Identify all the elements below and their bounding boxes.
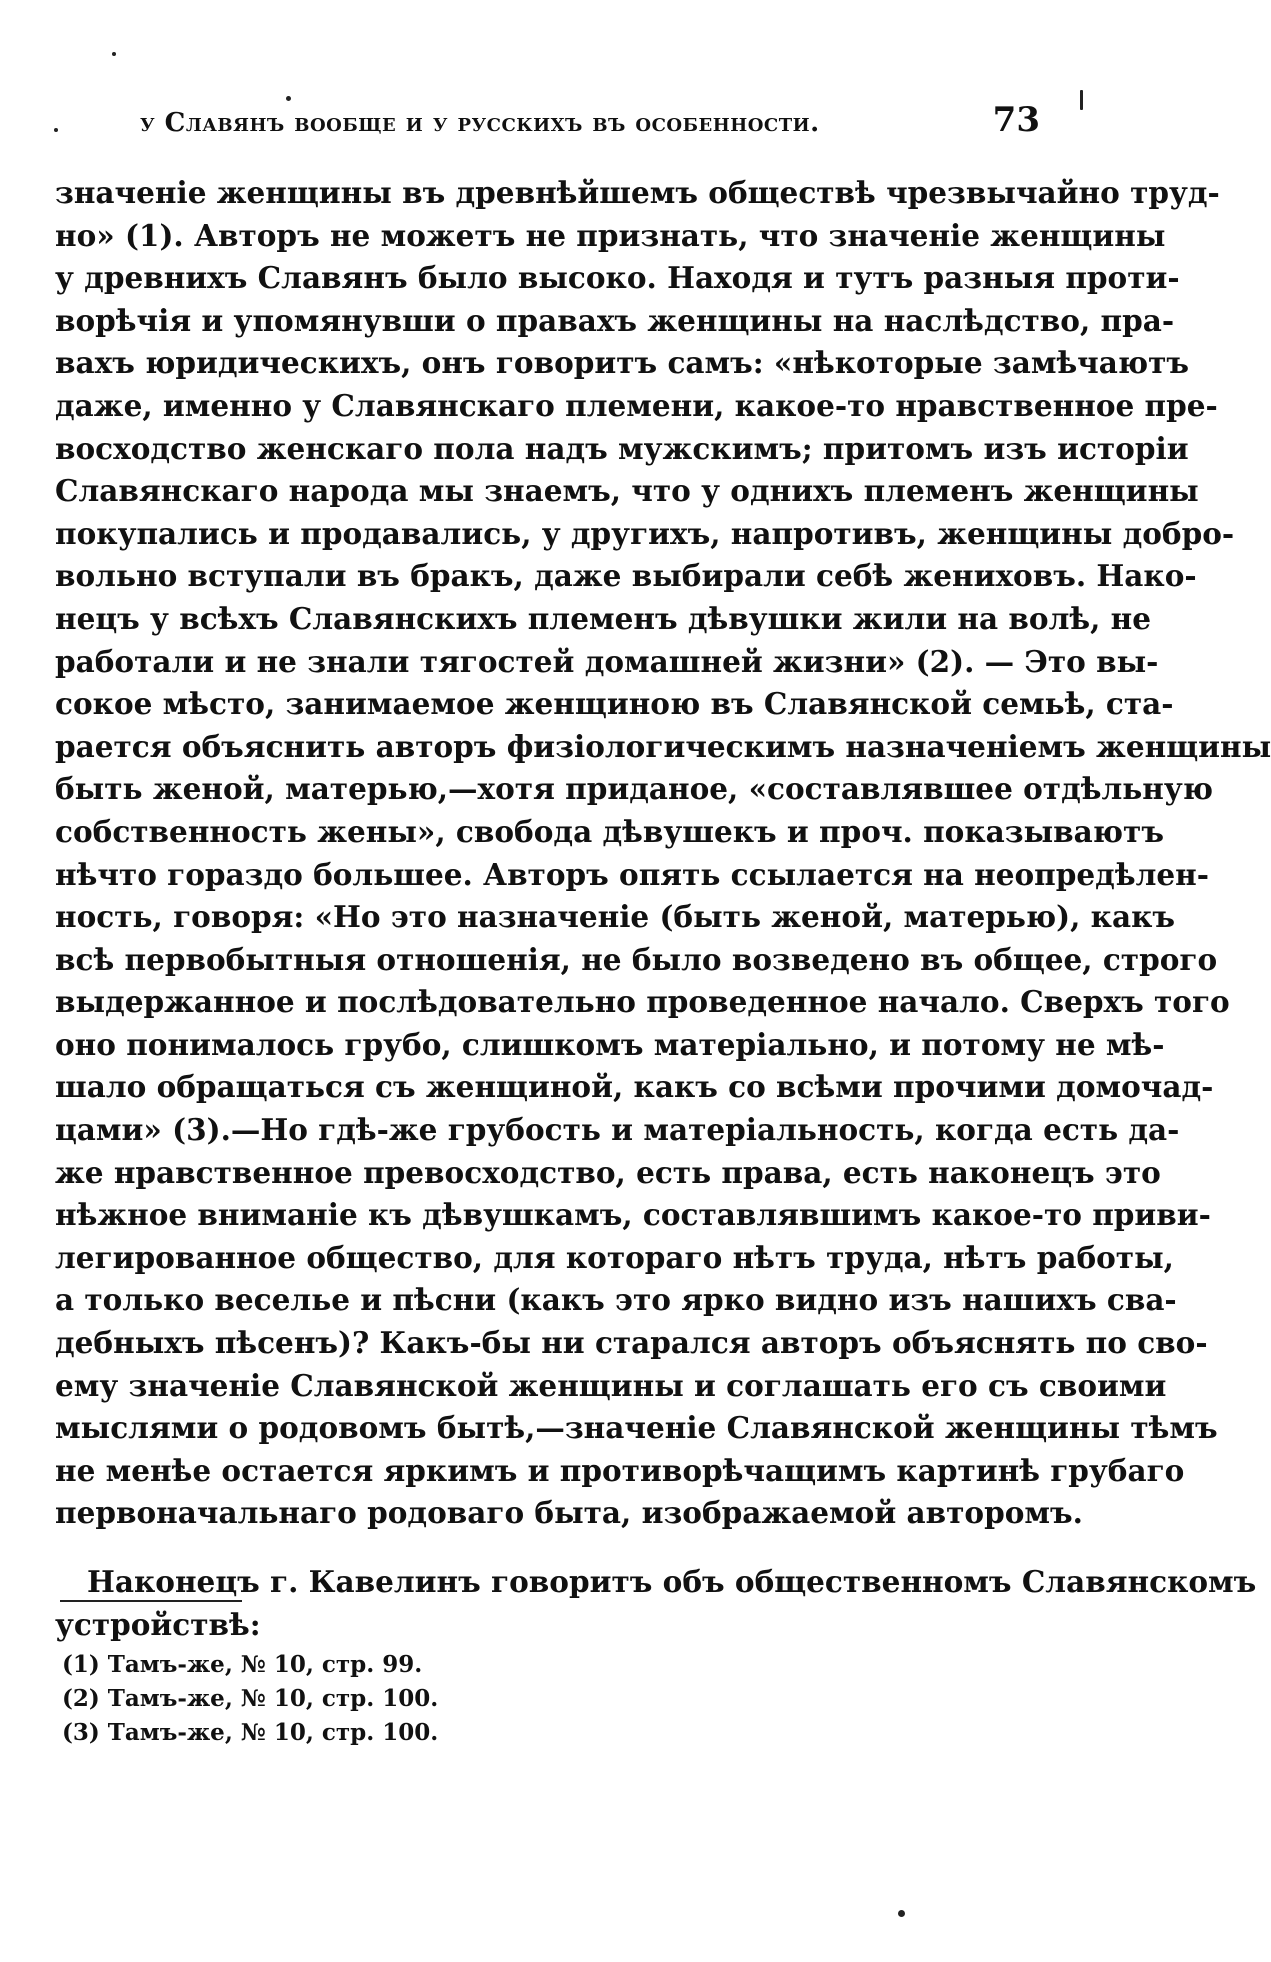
text-line: всѣ первобытныя отношенія, не было возведено въ общее, строго [55, 941, 1218, 977]
scan-speck [54, 128, 58, 132]
text-line: оно понималось грубо, слишкомъ матеріально, и потому не мѣ- [55, 1026, 1165, 1062]
text-line: значеніе женщины въ древнѣйшемъ обществѣ чрезвычайно труд- [55, 175, 1220, 210]
running-head [140, 100, 1040, 150]
text-line: рается объяснить авторъ физіологическимъ назначеніемъ женщины [55, 728, 1271, 764]
page-number: 73 [992, 100, 1040, 140]
footnotes [62, 1648, 662, 1750]
text-line: первоначальнаго родоваго быта, изображаемой авторомъ. [55, 1495, 1083, 1531]
scan-speck [112, 52, 116, 56]
text-line: но» (1). Авторъ не можетъ не признать, что значеніе женщины [55, 217, 1166, 253]
paragraph-1 [55, 172, 1271, 1535]
text-line: работали и не знали тягостей домашней жизни» (2). — Это вы- [55, 643, 1159, 679]
body-text [55, 172, 1271, 1646]
text-line: даже, именно у Славянскаго племени, какое-то нравственное пре- [55, 387, 1218, 423]
text-line: выдержанное и послѣдовательно проведенное начало. Сверхъ того [55, 984, 1230, 1020]
text-line: мыслями о родовомъ бытѣ,—значеніе Славянской женщины тѣмъ [55, 1410, 1218, 1446]
text-line: цами» (3).—Но гдѣ-же грубость и матеріальность, когда есть да- [55, 1112, 1180, 1148]
text-line: ность, говоря: «Но это назначеніе (быть женой, матерью), какъ [55, 899, 1176, 935]
text-line: Славянскаго народа мы знаемъ, что у однихъ племенъ женщины [55, 473, 1199, 509]
text-line: дебныхъ пѣсенъ)? Какъ-бы ни старался авторъ объяснять по сво- [55, 1325, 1208, 1361]
text-line: сокое мѣсто, занимаемое женщиною въ Славянской семьѣ, ста- [55, 686, 1174, 722]
text-line: нѣжное вниманіе къ дѣвушкамъ, составлявшимъ какое-то приви- [55, 1197, 1211, 1233]
footnote-3: (3) Тамъ-же, № 10, стр. 100. [62, 1719, 439, 1746]
text-line: Наконецъ г. Кавелинъ говоритъ объ общественномъ Славянскомъ [87, 1564, 1257, 1599]
text-line: же нравственное превосходство, есть права, есть наконецъ это [55, 1154, 1161, 1190]
text-line: ему значеніе Славянской женщины и соглашать его съ своими [55, 1367, 1167, 1403]
scan-speck [898, 1910, 905, 1917]
text-line: собственность жены», свобода дѣвушекъ и проч. показываютъ [55, 813, 1164, 849]
text-line: у древнихъ Славянъ было высоко. Находя и тутъ разныя проти- [55, 260, 1180, 296]
footnote-rule [60, 1600, 242, 1602]
text-line: устройствѣ: [55, 1606, 261, 1642]
scan-speck [1080, 90, 1083, 110]
text-line: легированное общество, для котораго нѣтъ труда, нѣтъ работы, [55, 1239, 1174, 1275]
text-line: покупались и продавались, у другихъ, напротивъ, женщины добро- [55, 515, 1235, 551]
text-line: а только веселье и пѣсни (какъ это ярко видно изъ нашихъ сва- [55, 1282, 1177, 1318]
text-line: вольно вступали въ бракъ, даже выбирали себѣ жениховъ. Нако- [55, 558, 1197, 594]
footnote-2: (2) Тамъ-же, № 10, стр. 100. [62, 1685, 439, 1712]
text-line: вахъ юридическихъ, онъ говоритъ самъ: «нѣкоторые замѣчаютъ [55, 345, 1190, 381]
text-line: не менѣе остается яркимъ и противорѣчащимъ картинѣ грубаго [55, 1452, 1185, 1488]
paragraph-2 [55, 1561, 1257, 1646]
text-line: ворѣчія и упомянувши о правахъ женщины на наслѣдство, пра- [55, 302, 1175, 338]
text-line: нѣчто гораздо большее. Авторъ опять ссылается на неопредѣлен- [55, 856, 1209, 892]
text-line: быть женой, матерью,—хотя приданое, «составлявшее отдѣльную [55, 771, 1214, 807]
footnote-1: (1) Тамъ-же, № 10, стр. 99. [62, 1651, 423, 1678]
running-title: у Славянъ вообще и у русскихъ въ особенности. [140, 108, 820, 138]
scan-speck [286, 96, 291, 101]
text-line: восходство женскаго пола надъ мужскимъ; притомъ изъ исторіи [55, 430, 1189, 466]
text-line: шало обращаться съ женщиной, какъ со всѣми прочими домочад- [55, 1069, 1214, 1105]
text-line: нецъ у всѣхъ Славянскихъ племенъ дѣвушки жили на волѣ, не [55, 600, 1152, 636]
